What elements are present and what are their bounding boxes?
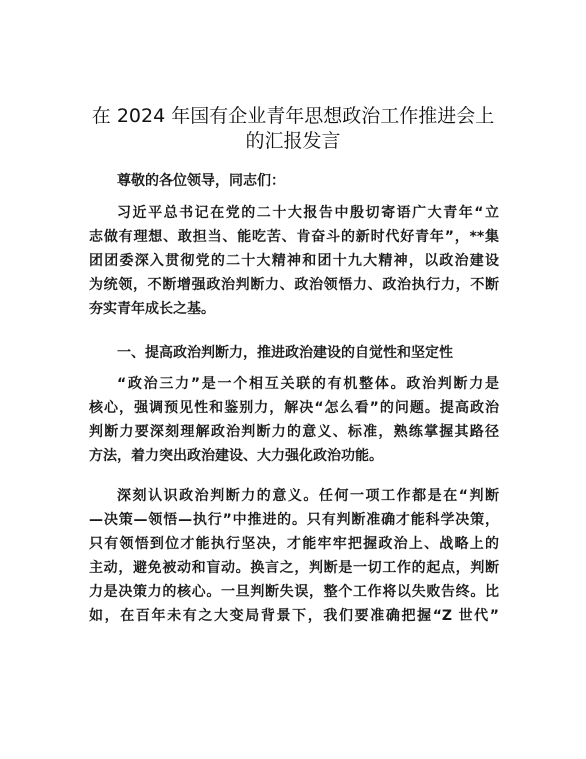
section-heading-1 [89,341,499,365]
paragraph-line: —决策—领悟—执行”中推进的。只有判断准确才能科学决策， [89,512,499,528]
paragraph-3 [89,484,499,628]
paragraph-line: 判断力要深刻理解政治判断力的意义、标准，熟练掌握其路径 [89,424,499,440]
paragraph-line: 夯实青年成长之基。 [89,301,215,317]
paragraph-line: 方法，着力突出政治建设、大力强化政治功能。 [89,448,383,464]
paragraph-line: 习近平总书记在党的二十大报告中殷切寄语广大青年“立 [117,205,499,221]
paragraph-line: 如，在百年未有之大变局背景下，我们要准确把握“Z 世代” [89,608,499,624]
paragraph-line: 力是决策力的核心。一旦判断失误，整个工作将以失败告终。比 [89,584,499,600]
paragraph-1 [89,201,499,321]
title-line-2: 的汇报发言 [245,130,341,152]
paragraph-line: 核心，强调预见性和鉴别力，解决“怎么看”的问题。提高政治 [89,400,499,416]
title-line-1: 在 2024 年国有企业青年思想政治工作推进会上 [91,105,495,127]
paragraph-line: “政治三力”是一个相互关联的有机整体。政治判断力是 [117,376,499,392]
paragraph-line: 为统领，不断增强政治判断力、政治领悟力、政治执行力，不断 [89,277,499,293]
paragraph-line: 团团委深入贯彻党的二十大精神和团十九大精神，以政治建设 [89,253,499,269]
document-title [70,104,516,154]
paragraph-line: 志做有理想、敢担当、能吃苦、肯奋斗的新时代好青年”，**集 [89,229,499,245]
paragraph-2 [89,372,499,468]
paragraph-line: 只有领悟到位才能执行坚决，才能牢牢把握政治上、战略上的 [89,536,499,552]
section-heading-line: 一、提高政治判断力，推进政治建设的自觉性和坚定性 [117,345,453,361]
paragraph-line: 主动，避免被动和盲动。换言之，判断是一切工作的起点，判断 [89,560,499,576]
salutation [89,169,499,193]
paragraph-line: 深刻认识政治判断力的意义。任何一项工作都是在“判断 [117,488,499,504]
salutation-line: 尊敬的各位领导，同志们： [117,173,285,189]
